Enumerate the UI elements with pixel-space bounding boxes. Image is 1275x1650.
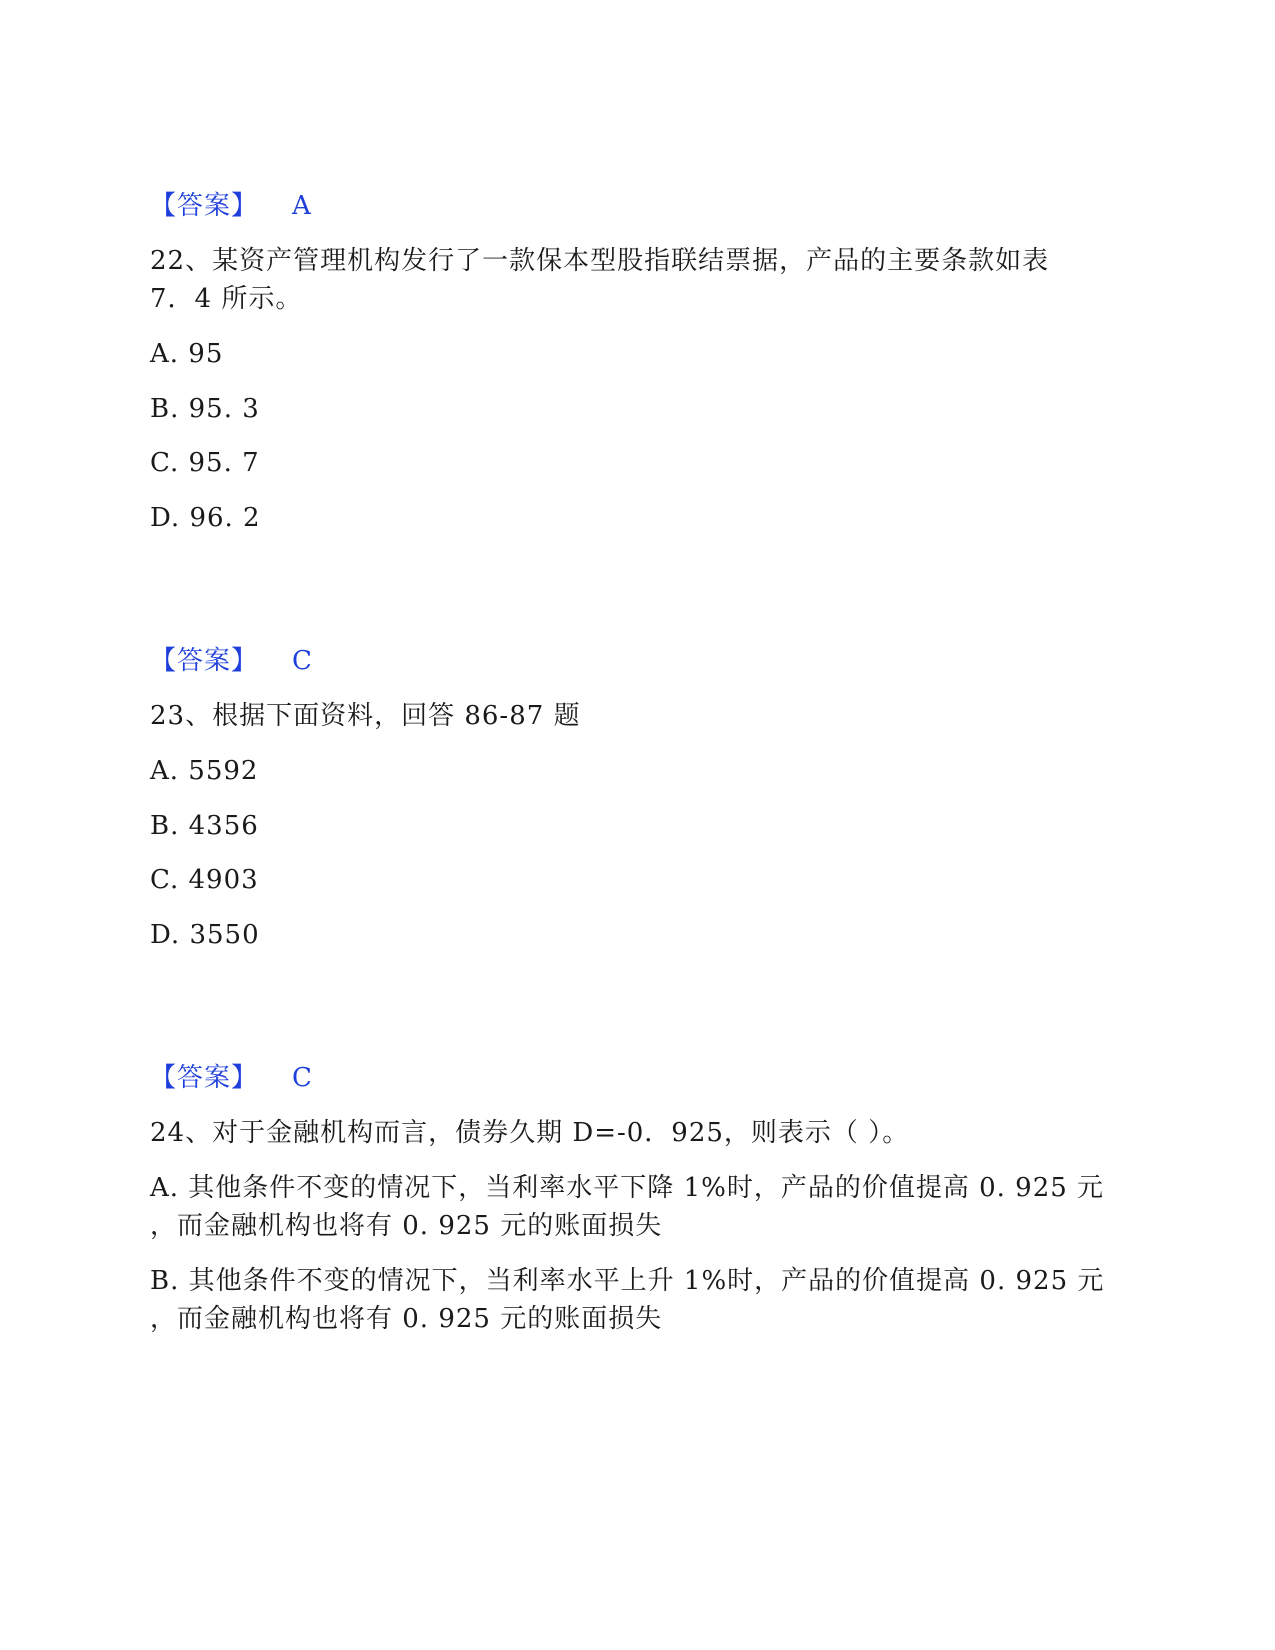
option-d: D. 3550 [150, 920, 260, 950]
option-b: B. 4356 [150, 811, 259, 841]
answer-value: A [292, 191, 312, 221]
answer-line [150, 641, 313, 681]
answer-value: C [292, 1063, 313, 1093]
answer-label: 【答案】 [150, 646, 259, 676]
option-b-continued: ，而金融机构也将有 0. 925 元的账面损失 [150, 1304, 663, 1334]
option-c: C. 4903 [150, 865, 259, 895]
option-b: B. 其他条件不变的情况下，当利率水平上升 1%时，产品的价值提高 0. 925 元 [150, 1266, 1105, 1296]
question-text: 23、根据下面资料，回答 86-87 题 [150, 701, 581, 731]
question-text: 22、某资产管理机构发行了一款保本型股指联结票据，产品的主要条款如表 [150, 246, 1050, 276]
answer-line [150, 186, 312, 226]
option-a: A. 5592 [150, 756, 259, 786]
answer-line [150, 1058, 313, 1098]
answer-value: C [292, 646, 313, 676]
question-text: 7．4 所示。 [150, 284, 303, 314]
answer-label: 【答案】 [150, 1063, 259, 1093]
option-c: C. 95. 7 [150, 448, 260, 478]
option-b: B. 95. 3 [150, 394, 260, 424]
option-a: A. 其他条件不变的情况下，当利率水平下降 1%时，产品的价值提高 0. 925 元 [150, 1173, 1105, 1203]
option-a-continued: ，而金融机构也将有 0. 925 元的账面损失 [150, 1211, 663, 1241]
option-a: A. 95 [150, 339, 224, 369]
answer-label: 【答案】 [150, 191, 259, 221]
option-d: D. 96. 2 [150, 503, 261, 533]
question-text: 24、对于金融机构而言，债券久期 D=-0．925，则表示（ ）。 [150, 1118, 910, 1148]
